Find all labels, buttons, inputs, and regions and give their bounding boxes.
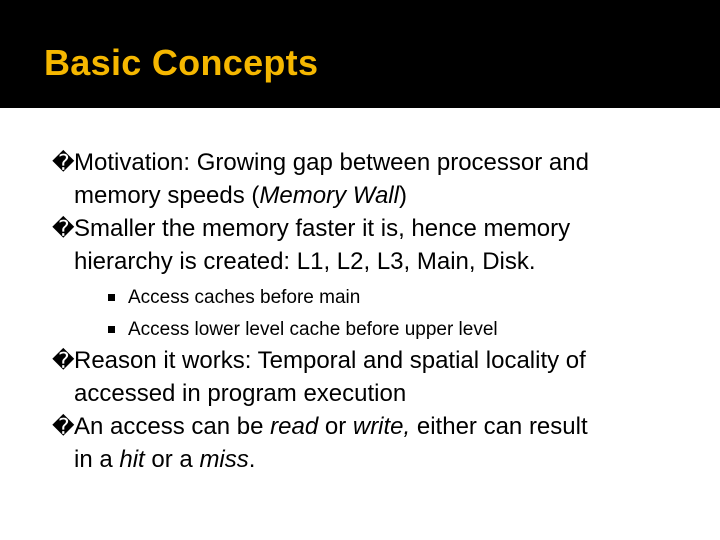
text-fragment: or a [144, 446, 200, 473]
slide-title: Basic Concepts [44, 42, 319, 83]
bullet-reason [52, 344, 692, 410]
text-fragment: either can result [410, 413, 588, 440]
sub-bullet-text: Access lower level cache before upper level [128, 319, 498, 340]
bullet-text-continued [52, 179, 692, 212]
bullet-text: Motivation: Growing gap between processor and [74, 149, 589, 176]
bullet-glyph: � [52, 414, 75, 439]
text-fragment: . [248, 446, 256, 473]
bullet-text-continued [52, 443, 692, 476]
text-fragment: ) [398, 182, 407, 209]
square-bullet-icon [108, 326, 115, 333]
bullet-glyph: � [52, 150, 75, 175]
sub-bullet-text: Access caches before main [128, 287, 361, 308]
bullet-text: Reason it works: Temporal and spatial locality of [74, 347, 586, 374]
bullet-text-continued: hierarchy is created: L1, L2, L3, Main, Disk. [74, 248, 536, 275]
text-fragment: in a [74, 446, 120, 473]
square-bullet-icon [108, 294, 115, 301]
bullet-text-continued: accessed in program execution [74, 380, 407, 407]
emphasis-text: miss [199, 446, 249, 473]
text-fragment: An access can be [74, 413, 271, 440]
bullet-motivation [52, 146, 692, 212]
sub-bullet-access-caches [108, 285, 360, 311]
bullet-text [52, 410, 692, 443]
text-fragment: or [318, 413, 353, 440]
emphasis-text: read [270, 413, 319, 440]
bullet-text: Smaller the memory faster it is, hence memory [74, 215, 571, 242]
emphasis-text: Memory Wall [259, 182, 399, 209]
text-fragment: memory speeds ( [74, 182, 260, 209]
bullet-hierarchy [52, 212, 692, 278]
emphasis-text: write, [352, 413, 411, 440]
bullet-access-types [52, 410, 692, 476]
bullet-glyph: � [52, 216, 75, 241]
bullet-glyph: � [52, 348, 75, 373]
sub-bullet-access-lower-level [108, 317, 498, 343]
emphasis-text: hit [119, 446, 145, 473]
